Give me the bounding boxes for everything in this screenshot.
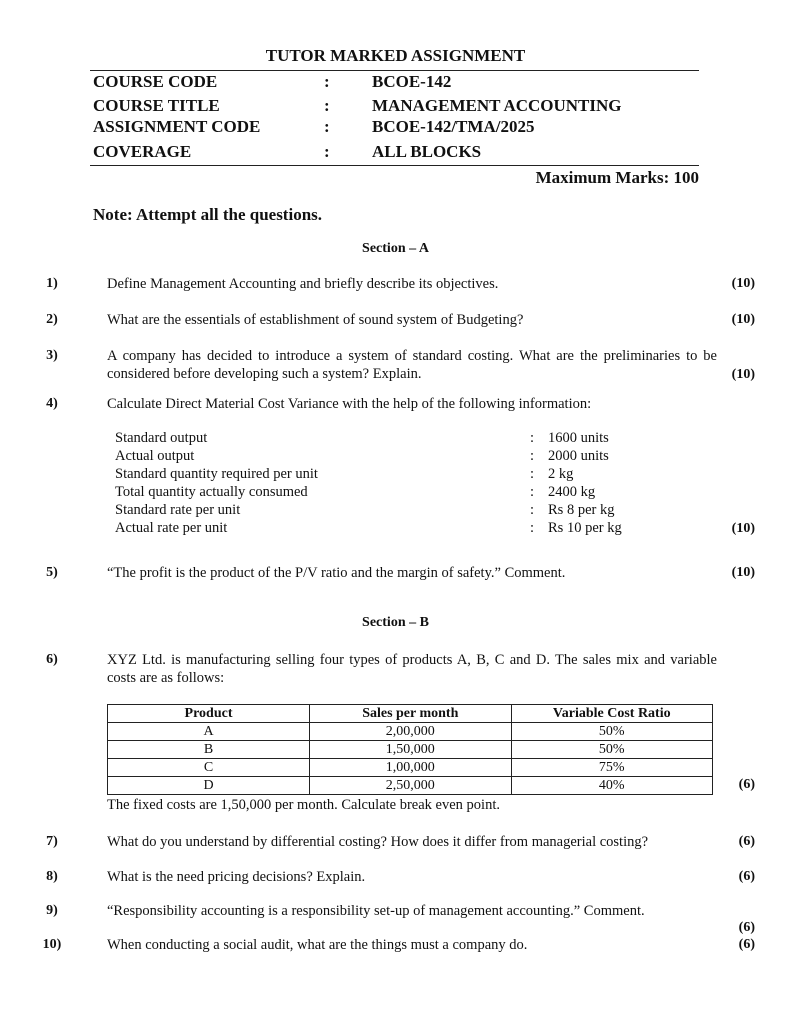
course-code-value: BCOE-142 [372, 72, 452, 91]
question-marks: (10) [731, 276, 755, 291]
coverage-colon: : [324, 142, 330, 161]
question-marks: (10) [731, 565, 755, 580]
question-number: 7) [46, 834, 58, 849]
info-label: Standard rate per unit [115, 502, 241, 518]
table-cell: A [108, 723, 310, 741]
header-top-rule [90, 70, 699, 71]
header-bottom-rule [90, 165, 699, 166]
info-colon: : [530, 430, 535, 446]
section-a-heading: Section – A [362, 241, 429, 256]
course-code-colon: : [324, 72, 330, 91]
table-row [108, 723, 713, 741]
info-value: Rs 8 per kg [548, 502, 615, 518]
table-cell: 1,50,000 [310, 741, 511, 759]
question-marks: (6) [738, 834, 755, 849]
course-code-label: COURSE CODE [93, 72, 218, 91]
question-text: Define Management Accounting and briefly describe its objectives. [107, 276, 499, 292]
info-colon: : [530, 448, 535, 464]
question-text: A company has decided to introduce a system of standard costing. What are the preliminaries to be considered before developing such a system? Explain. [107, 348, 717, 382]
question-number: 1) [46, 276, 58, 291]
coverage-value: ALL BLOCKS [372, 142, 482, 161]
question-text: When conducting a social audit, what are the things must a company do. [107, 937, 528, 953]
table-row [108, 741, 713, 759]
table-row [108, 777, 713, 795]
question-number: 2) [46, 312, 58, 327]
table-header-cell: Variable Cost Ratio [511, 705, 712, 723]
info-colon: : [530, 520, 535, 536]
assignment-code-colon: : [324, 117, 330, 136]
question-number: 3) [46, 348, 58, 363]
assignment-title: TUTOR MARKED ASSIGNMENT [265, 46, 526, 65]
table-cell: D [108, 777, 310, 795]
question-marks: (10) [731, 367, 755, 382]
info-value: 2000 units [548, 448, 609, 464]
question-marks: (10) [731, 312, 755, 327]
instruction-note: Note: Attempt all the questions. [93, 205, 323, 224]
question-text: “The profit is the product of the P/V ratio and the margin of safety.” Comment. [107, 565, 566, 581]
question-number: 10) [42, 937, 62, 952]
question-marks: (10) [731, 521, 755, 536]
question-marks: (6) [738, 920, 755, 935]
info-colon: : [530, 466, 535, 482]
question-marks: (6) [738, 937, 755, 952]
table-cell: 50% [511, 741, 712, 759]
question-number: 8) [46, 869, 58, 884]
info-label: Actual rate per unit [115, 520, 228, 536]
table-cell: 1,00,000 [310, 759, 511, 777]
question-number: 4) [46, 396, 58, 411]
info-label: Standard output [115, 430, 208, 446]
maximum-marks: Maximum Marks: 100 [535, 168, 699, 187]
assignment-code-label: ASSIGNMENT CODE [93, 117, 261, 136]
question-text: XYZ Ltd. is manufacturing selling four types of products A, B, C and D. The sales mix and variable costs are as follows: [107, 652, 717, 686]
table-row [108, 759, 713, 777]
question-number: 5) [46, 565, 58, 580]
question-text: What is the need pricing decisions? Explain. [107, 869, 366, 885]
info-colon: : [530, 484, 535, 500]
table-cell: 50% [511, 723, 712, 741]
table-cell: C [108, 759, 310, 777]
table-cell: B [108, 741, 310, 759]
question-text: What are the essentials of establishment of sound system of Budgeting? [107, 312, 524, 328]
table-cell: 2,00,000 [310, 723, 511, 741]
table-header-cell: Product [108, 705, 310, 723]
question-marks: (6) [738, 869, 755, 884]
info-value: Rs 10 per kg [548, 520, 622, 536]
coverage-label: COVERAGE [93, 142, 192, 161]
question-text: Calculate Direct Material Cost Variance with the help of the following information: [107, 396, 592, 412]
question-text: What do you understand by differential costing? How does it differ from managerial costing? [107, 834, 649, 850]
section-b-heading: Section – B [362, 615, 429, 630]
table-cell: 75% [511, 759, 712, 777]
assignment-code-value: BCOE-142/TMA/2025 [372, 117, 535, 136]
info-label: Total quantity actually consumed [115, 484, 308, 500]
table-cell: 2,50,000 [310, 777, 511, 795]
table-footer-text: The fixed costs are 1,50,000 per month. Calculate break even point. [107, 797, 500, 813]
question-number: 6) [46, 652, 58, 667]
info-value: 1600 units [548, 430, 609, 446]
table-header-row [108, 705, 713, 723]
course-title-label: COURSE TITLE [93, 96, 220, 115]
sales-mix-table [107, 704, 713, 795]
info-label: Actual output [115, 448, 195, 464]
info-value: 2400 kg [548, 484, 596, 500]
course-title-value: MANAGEMENT ACCOUNTING [372, 96, 622, 115]
info-value: 2 kg [548, 466, 574, 482]
course-title-colon: : [324, 96, 330, 115]
question-marks: (6) [738, 777, 755, 792]
table-header-cell: Sales per month [310, 705, 511, 723]
info-colon: : [530, 502, 535, 518]
info-label: Standard quantity required per unit [115, 466, 318, 482]
question-number: 9) [46, 903, 58, 918]
question-text: “Responsibility accounting is a responsibility set-up of management accounting.” Comment. [107, 903, 645, 919]
table-cell: 40% [511, 777, 712, 795]
